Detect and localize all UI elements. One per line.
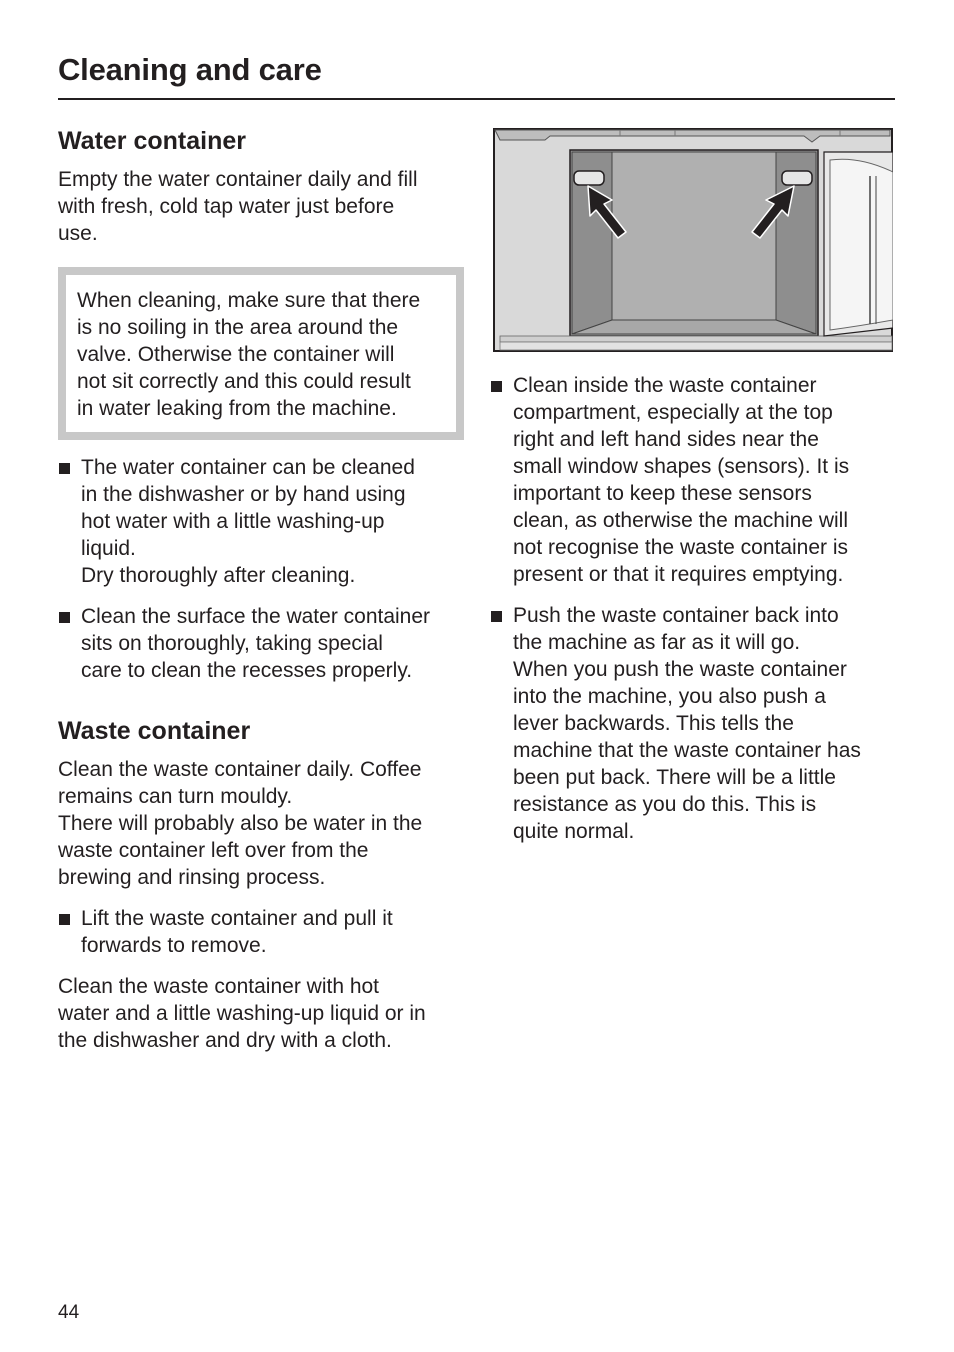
text-line: sits on thoroughly, taking special <box>81 632 383 655</box>
text-line: in water leaking from the machine. <box>77 397 397 420</box>
text-line: the dishwasher and dry with a cloth. <box>58 1029 392 1052</box>
waste-container-intro <box>58 756 468 891</box>
text-line: The water container can be cleaned <box>81 456 415 479</box>
list-item <box>490 372 895 588</box>
text-line: When cleaning, make sure that there <box>77 289 421 312</box>
list-item <box>490 602 895 845</box>
text-line: been put back. There will be a little <box>513 766 836 789</box>
water-container-intro <box>58 166 468 247</box>
text-line: the machine as far as it will go. <box>513 631 801 654</box>
text-line: Dry thoroughly after cleaning. <box>81 564 356 587</box>
adjacent-compartment-door <box>830 159 893 330</box>
waste-container-heading: Waste container <box>58 717 251 745</box>
text-line: not sit correctly and this could result <box>77 370 411 393</box>
right-column <box>490 128 895 845</box>
text-line: valve. Otherwise the container will <box>77 343 395 366</box>
square-bullet-icon <box>59 914 70 925</box>
title-rule <box>58 98 895 100</box>
text-line: hot water with a little washing-up <box>81 510 385 533</box>
text-line: right and left hand sides near the <box>513 428 819 451</box>
lift-container-bullets <box>58 905 468 959</box>
text-line: forwards to remove. <box>81 934 267 957</box>
list-item <box>58 603 468 684</box>
text-line: Clean inside the waste container <box>513 374 817 397</box>
left-column <box>58 124 468 1054</box>
waste-compartment-illustration <box>490 128 893 352</box>
cleaning-note-box <box>58 267 464 440</box>
water-container-bullets <box>58 454 468 684</box>
text-line: use. <box>58 222 98 245</box>
list-item <box>58 454 468 589</box>
text-line: Clean the waste container daily. Coffee <box>58 758 422 781</box>
text-line: brewing and rinsing process. <box>58 866 326 889</box>
text-line: is no soiling in the area around the <box>77 316 399 339</box>
text-line: liquid. <box>81 537 136 560</box>
square-bullet-icon <box>59 612 70 623</box>
text-line: remains can turn mouldy. <box>58 785 293 808</box>
waste-container-cleaning-text <box>58 973 468 1054</box>
list-item <box>58 905 468 959</box>
text-line: When you push the waste container <box>513 658 847 681</box>
text-line: small window shapes (sensors). It is <box>513 455 850 478</box>
square-bullet-icon <box>491 611 502 622</box>
text-line: with fresh, cold tap water just before <box>58 195 395 218</box>
text-line: Empty the water container daily and fill <box>58 168 418 191</box>
text-line: present or that it requires emptying. <box>513 563 844 586</box>
page-title: Cleaning and care <box>58 52 322 87</box>
waste-container-bullets <box>490 372 895 845</box>
sensor-window-left-icon <box>574 171 604 185</box>
bottom-rail <box>500 336 892 342</box>
text-line: Push the waste container back into <box>513 604 839 627</box>
text-line: machine that the waste container has <box>513 739 861 762</box>
text-line: compartment, especially at the top <box>513 401 833 424</box>
text-line: clean, as otherwise the machine will <box>513 509 848 532</box>
sensor-window-right-icon <box>782 171 812 185</box>
square-bullet-icon <box>491 381 502 392</box>
bottom-rail-lower <box>500 342 892 350</box>
text-line: Clean the surface the water container <box>81 605 431 628</box>
text-line: into the machine, you also push a <box>513 685 826 708</box>
water-container-heading: Water container <box>58 127 247 155</box>
text-line: in the dishwasher or by hand using <box>81 483 406 506</box>
page-number: 44 <box>58 1302 80 1323</box>
text-line: There will probably also be water in the <box>58 812 423 835</box>
cleaning-note-text <box>77 287 450 422</box>
text-line: quite normal. <box>513 820 635 843</box>
text-line: Lift the waste container and pull it <box>81 907 393 930</box>
text-line: care to clean the recesses properly. <box>81 659 413 682</box>
text-line: Clean the waste container with hot <box>58 975 380 998</box>
text-line: lever backwards. This tells the <box>513 712 794 735</box>
text-line: resistance as you do this. This is <box>513 793 817 816</box>
text-line: important to keep these sensors <box>513 482 812 505</box>
text-line: not recognise the waste container is <box>513 536 849 559</box>
text-line: water and a little washing-up liquid or in <box>58 1002 426 1025</box>
square-bullet-icon <box>59 463 70 474</box>
compartment-floor <box>572 320 816 334</box>
text-line: waste container left over from the <box>58 839 369 862</box>
back-wall <box>612 152 776 320</box>
